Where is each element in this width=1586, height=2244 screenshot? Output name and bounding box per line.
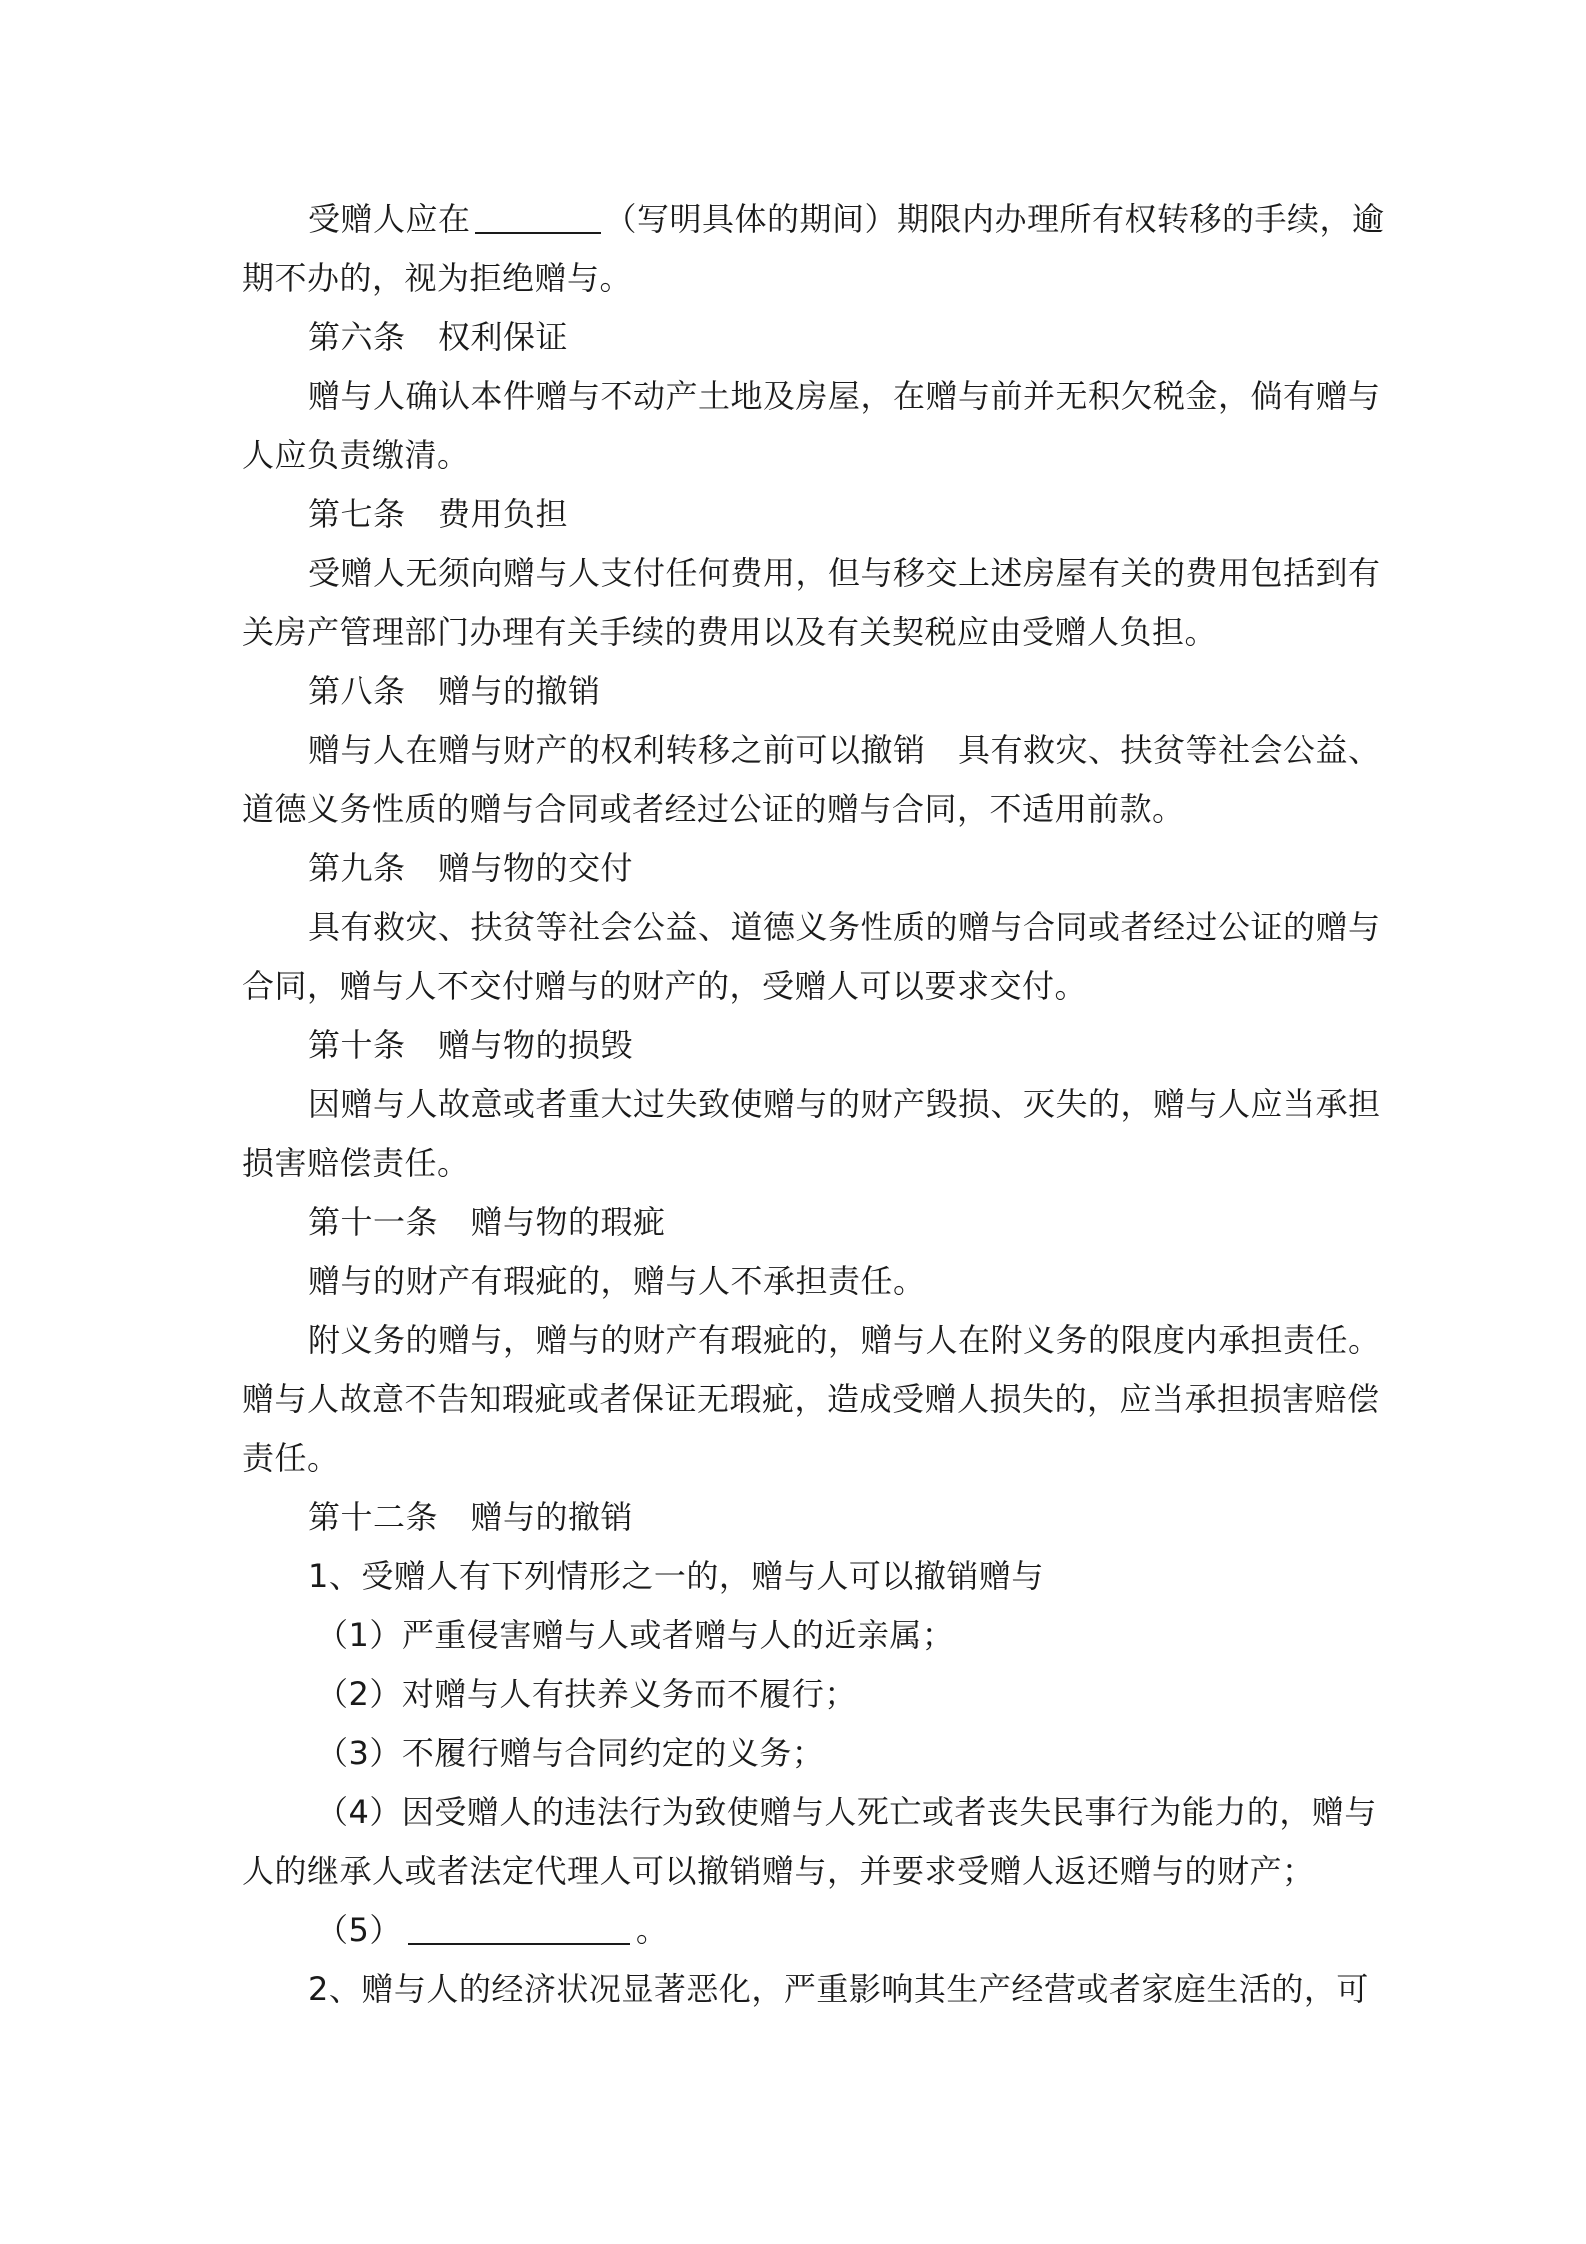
contract-page [242, 190, 1385, 2019]
text-fragment: 。 [635, 1911, 669, 1949]
fill-in-blank-item-5 [408, 1909, 630, 1945]
paragraph-line: 道德义务性质的赠与合同或者经过公证的赠与合同，不适用前款。 [242, 790, 1185, 828]
text-fragment: （5） [316, 1911, 402, 1949]
text-fragment: （写明具体的期间）期限内办理所有权转移的手续，逾 [604, 200, 1385, 238]
article-heading: 第十二条 赠与的撤销 [308, 1498, 634, 1536]
paragraph-line: 人应负责缴清。 [242, 436, 470, 474]
list-item: （1）严重侵害赠与人或者赠与人的近亲属； [316, 1616, 955, 1654]
list-item: （3）不履行赠与合同约定的义务； [316, 1734, 825, 1772]
paragraph-line: 损害赔偿责任。 [242, 1144, 470, 1182]
paragraph-line [242, 190, 1385, 249]
article-heading: 第六条 权利保证 [308, 318, 569, 356]
paragraph-line: 合同，赠与人不交付赠与的财产的，受赠人可以要求交付。 [242, 967, 1088, 1005]
fill-in-blank-period [475, 198, 601, 234]
paragraph-line: 人的继承人或者法定代理人可以撤销赠与，并要求受赠人返还赠与的财产； [242, 1852, 1315, 1890]
paragraph-line: 赠与人在赠与财产的权利转移之前可以撤销 具有救灾、扶贫等社会公益、 [308, 731, 1381, 769]
article-heading: 第八条 赠与的撤销 [308, 672, 601, 710]
paragraph-line: 赠与人故意不告知瑕疵或者保证无瑕疵，造成受赠人损失的，应当承担损害赔偿 [242, 1380, 1380, 1418]
article-heading: 第十条 赠与物的损毁 [308, 1026, 634, 1064]
paragraph-line: 期不办的，视为拒绝赠与。 [242, 259, 633, 297]
paragraph-line: 受赠人无须向赠与人支付任何费用，但与移交上述房屋有关的费用包括到有 [308, 554, 1381, 592]
list-item: （4）因受赠人的违法行为致使赠与人死亡或者丧失民事行为能力的，赠与 [316, 1793, 1377, 1831]
clause-line: 2、赠与人的经济状况显著恶化，严重影响其生产经营或者家庭生活的，可 [308, 1970, 1369, 2008]
paragraph-line: 赠与的财产有瑕疵的，赠与人不承担责任。 [308, 1262, 926, 1300]
list-item: （2）对赠与人有扶养义务而不履行； [316, 1675, 857, 1713]
paragraph-line: 因赠与人故意或者重大过失致使赠与的财产毁损、灭失的，赠与人应当承担 [308, 1085, 1381, 1123]
paragraph-line: 赠与人确认本件赠与不动产土地及房屋，在赠与前并无积欠税金，倘有赠与 [308, 377, 1381, 415]
clause-line: 1、受赠人有下列情形之一的，赠与人可以撤销赠与 [308, 1557, 1044, 1595]
article-heading: 第七条 费用负担 [308, 495, 569, 533]
text-fragment: 受赠人应在 [308, 200, 471, 238]
article-heading: 第十一条 赠与物的瑕疵 [308, 1203, 666, 1241]
article-heading: 第九条 赠与物的交付 [308, 849, 634, 887]
paragraph-line: 具有救灾、扶贫等社会公益、道德义务性质的赠与合同或者经过公证的赠与 [308, 908, 1381, 946]
paragraph-line: 附义务的赠与，赠与的财产有瑕疵的，赠与人在附义务的限度内承担责任。 [308, 1321, 1381, 1359]
paragraph-line: 责任。 [242, 1439, 340, 1477]
list-item [242, 1901, 1352, 1960]
paragraph-line: 关房产管理部门办理有关手续的费用以及有关契税应由受赠人负担。 [242, 613, 1218, 651]
